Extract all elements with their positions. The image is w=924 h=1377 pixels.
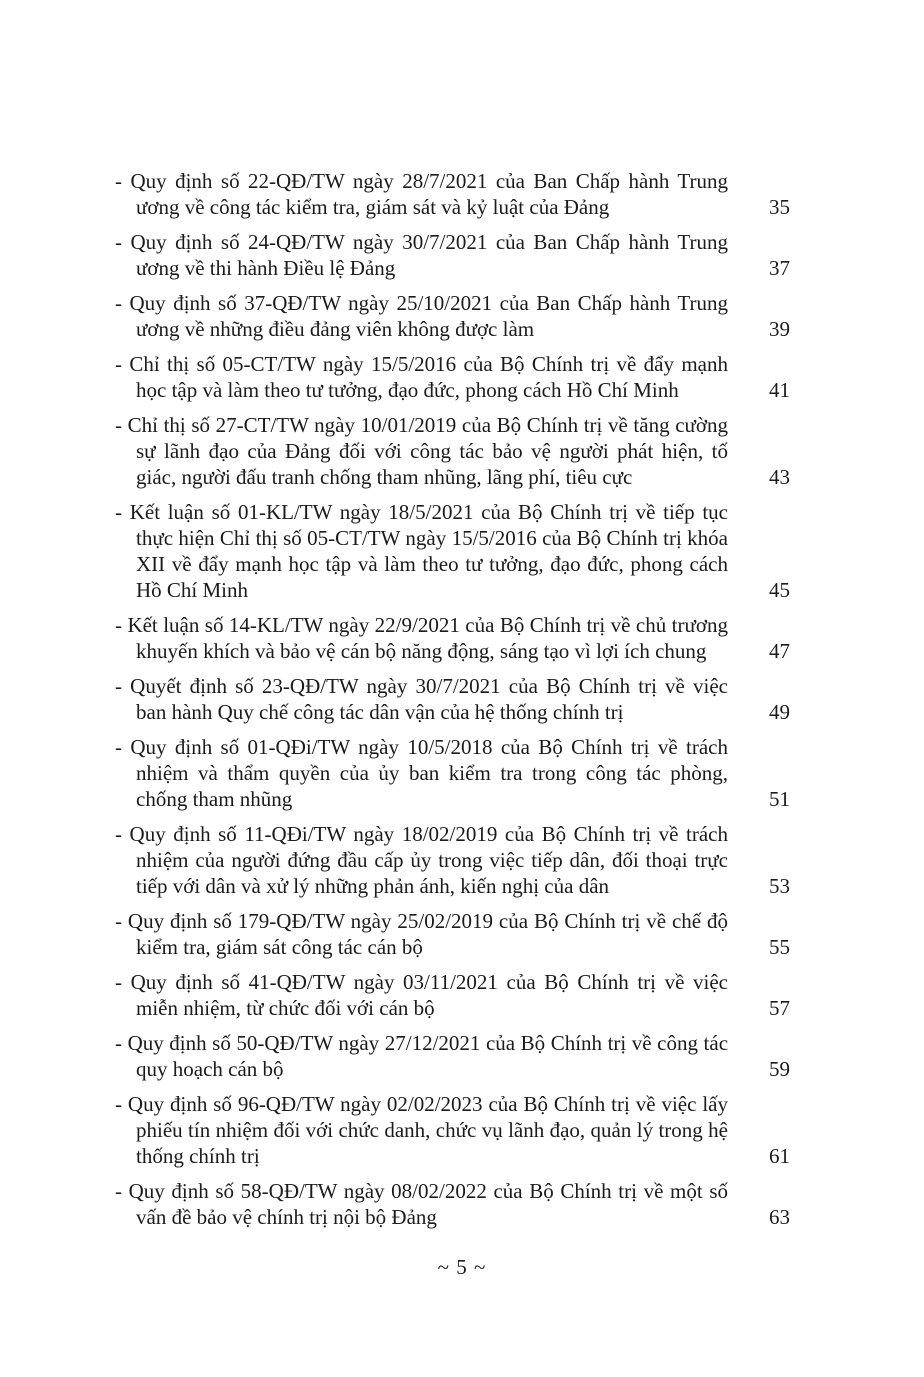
- toc-entry-text: [115, 168, 728, 220]
- toc-entry-page-number: 61: [769, 1144, 790, 1168]
- toc-entry-text: [115, 412, 728, 490]
- toc-entry-page-number: 39: [769, 317, 790, 341]
- toc-entry-page-number: 47: [769, 639, 790, 663]
- toc-entry-marker: -: [115, 352, 122, 376]
- toc-entry-page-number: 53: [769, 874, 790, 898]
- toc-entry-page-number: 55: [769, 935, 790, 959]
- toc-entry-page-number: 51: [769, 787, 790, 811]
- toc-entry: [115, 290, 790, 342]
- toc-entry-title: Quy định số 37-QĐ/TW ngày 25/10/2021 của Ban Chấp hành Trung ương về những điều đảng viên không được làm: [129, 291, 728, 341]
- toc-entry: [115, 908, 790, 960]
- toc-entry-text: [115, 290, 728, 342]
- toc-entry-marker: -: [115, 1031, 122, 1055]
- toc-entry-text: [115, 612, 728, 664]
- toc-entry-text: [115, 1091, 728, 1169]
- toc-entry-page-number: 45: [769, 578, 790, 602]
- toc-entry-page-number: 59: [769, 1057, 790, 1081]
- toc-entry-marker: -: [115, 613, 122, 637]
- toc-entry-text: [115, 821, 728, 899]
- toc-entry: [115, 969, 790, 1021]
- toc-entry-text: [115, 229, 728, 281]
- toc-entry-marker: -: [115, 413, 122, 437]
- toc-entry-title: Quy định số 01-QĐi/TW ngày 10/5/2018 của Bộ Chính trị về trách nhiệm và thẩm quyền của ủy ban kiểm tra trong công tác phòng, chống tham nhũng: [130, 735, 728, 811]
- toc-entry-title: Quy định số 22-QĐ/TW ngày 28/7/2021 của Ban Chấp hành Trung ương về công tác kiểm tra, giám sát và kỷ luật của Đảng: [130, 169, 728, 219]
- toc-entry: [115, 412, 790, 490]
- toc-entry-title: Quy định số 24-QĐ/TW ngày 30/7/2021 của Ban Chấp hành Trung ương về thi hành Điều lệ Đảng: [130, 230, 728, 280]
- toc-entry-text: [115, 1178, 728, 1230]
- toc-entry-text: [115, 673, 728, 725]
- toc-entry: [115, 1030, 790, 1082]
- toc-entry-title: Chỉ thị số 27-CT/TW ngày 10/01/2019 của Bộ Chính trị về tăng cường sự lãnh đạo của Đảng đối với công tác bảo vệ người phát hiện, tố giác, người đấu tranh chống tham nhũng, lãng phí, tiêu cực: [127, 413, 729, 489]
- toc-entry-title: Quy định số 50-QĐ/TW ngày 27/12/2021 của Bộ Chính trị về công tác quy hoạch cán bộ: [127, 1031, 729, 1081]
- toc-entry-title: Quy định số 179-QĐ/TW ngày 25/02/2019 của Bộ Chính trị về chế độ kiểm tra, giám sát công tác cán bộ: [127, 909, 728, 959]
- toc-entry-text: [115, 734, 728, 812]
- toc-entry: [115, 499, 790, 603]
- toc-entry-page-number: 63: [769, 1205, 790, 1229]
- toc-entry-marker: -: [115, 1179, 122, 1203]
- toc-entry-page-number: 43: [769, 465, 790, 489]
- toc-entry-page-number: 57: [769, 996, 790, 1020]
- toc-list: [115, 168, 790, 1230]
- toc-entry-marker: -: [115, 1092, 122, 1116]
- toc-entry: [115, 1178, 790, 1230]
- toc-entry: [115, 1091, 790, 1169]
- toc-entry-marker: -: [115, 169, 122, 193]
- toc-entry-marker: -: [115, 822, 122, 846]
- toc-entry-text: [115, 499, 728, 603]
- toc-entry-title: Kết luận số 01-KL/TW ngày 18/5/2021 của Bộ Chính trị về tiếp tục thực hiện Chỉ thị số 05-CT/TW ngày 15/5/2016 của Bộ Chính trị khóa XII về đẩy mạnh học tập và làm theo tư tưởng, đạo đức, phong cách Hồ Chí Minh: [129, 500, 728, 602]
- page-number-footer: ~ 5 ~: [437, 1255, 487, 1279]
- toc-entry: [115, 673, 790, 725]
- toc-entry-title: Kết luận số 14-KL/TW ngày 22/9/2021 của Bộ Chính trị về chủ trương khuyến khích và bảo vệ cán bộ năng động, sáng tạo vì lợi ích chung: [127, 613, 728, 663]
- toc-entry-text: [115, 969, 728, 1021]
- toc-entry-page-number: 35: [769, 195, 790, 219]
- toc-entry-marker: -: [115, 500, 122, 524]
- toc-entry: [115, 351, 790, 403]
- toc-entry-marker: -: [115, 230, 122, 254]
- toc-entry: [115, 734, 790, 812]
- toc-entry-marker: -: [115, 909, 122, 933]
- toc-entry-marker: -: [115, 674, 122, 698]
- toc-entry-page-number: 41: [769, 378, 790, 402]
- toc-entry-text: [115, 1030, 728, 1082]
- toc-entry: [115, 229, 790, 281]
- toc-entry-marker: -: [115, 291, 122, 315]
- toc-entry: [115, 612, 790, 664]
- toc-entry-page-number: 37: [769, 256, 790, 280]
- toc-entry-title: Quy định số 96-QĐ/TW ngày 02/02/2023 của Bộ Chính trị về việc lấy phiếu tín nhiệm đối với chức danh, chức vụ lãnh đạo, quản lý trong hệ thống chính trị: [127, 1092, 729, 1168]
- toc-entry-marker: -: [115, 735, 122, 759]
- toc-entry-title: Quy định số 41-QĐ/TW ngày 03/11/2021 của Bộ Chính trị về việc miễn nhiệm, từ chức đối với cán bộ: [130, 970, 729, 1020]
- toc-entry-marker: -: [115, 970, 122, 994]
- toc-entry-page-number: 49: [769, 700, 790, 724]
- toc-entry: [115, 168, 790, 220]
- toc-entry-text: [115, 908, 728, 960]
- toc-entry-title: Quy định số 11-QĐi/TW ngày 18/02/2019 của Bộ Chính trị về trách nhiệm của người đứng đầu cấp ủy trong việc tiếp dân, đối thoại trực tiếp với dân và xử lý những phản ánh, kiến nghị của dân: [129, 822, 729, 898]
- toc-entry-title: Quy định số 58-QĐ/TW ngày 08/02/2022 của Bộ Chính trị về một số vấn đề bảo vệ chính trị nội bộ Đảng: [128, 1179, 728, 1229]
- toc-entry: [115, 821, 790, 899]
- toc-entry-title: Chỉ thị số 05-CT/TW ngày 15/5/2016 của Bộ Chính trị về đẩy mạnh học tập và làm theo tư tưởng, đạo đức, phong cách Hồ Chí Minh: [129, 352, 728, 402]
- toc-entry-text: [115, 351, 728, 403]
- toc-entry-title: Quyết định số 23-QĐ/TW ngày 30/7/2021 của Bộ Chính trị về việc ban hành Quy chế công tác dân vận của hệ thống chính trị: [130, 674, 728, 724]
